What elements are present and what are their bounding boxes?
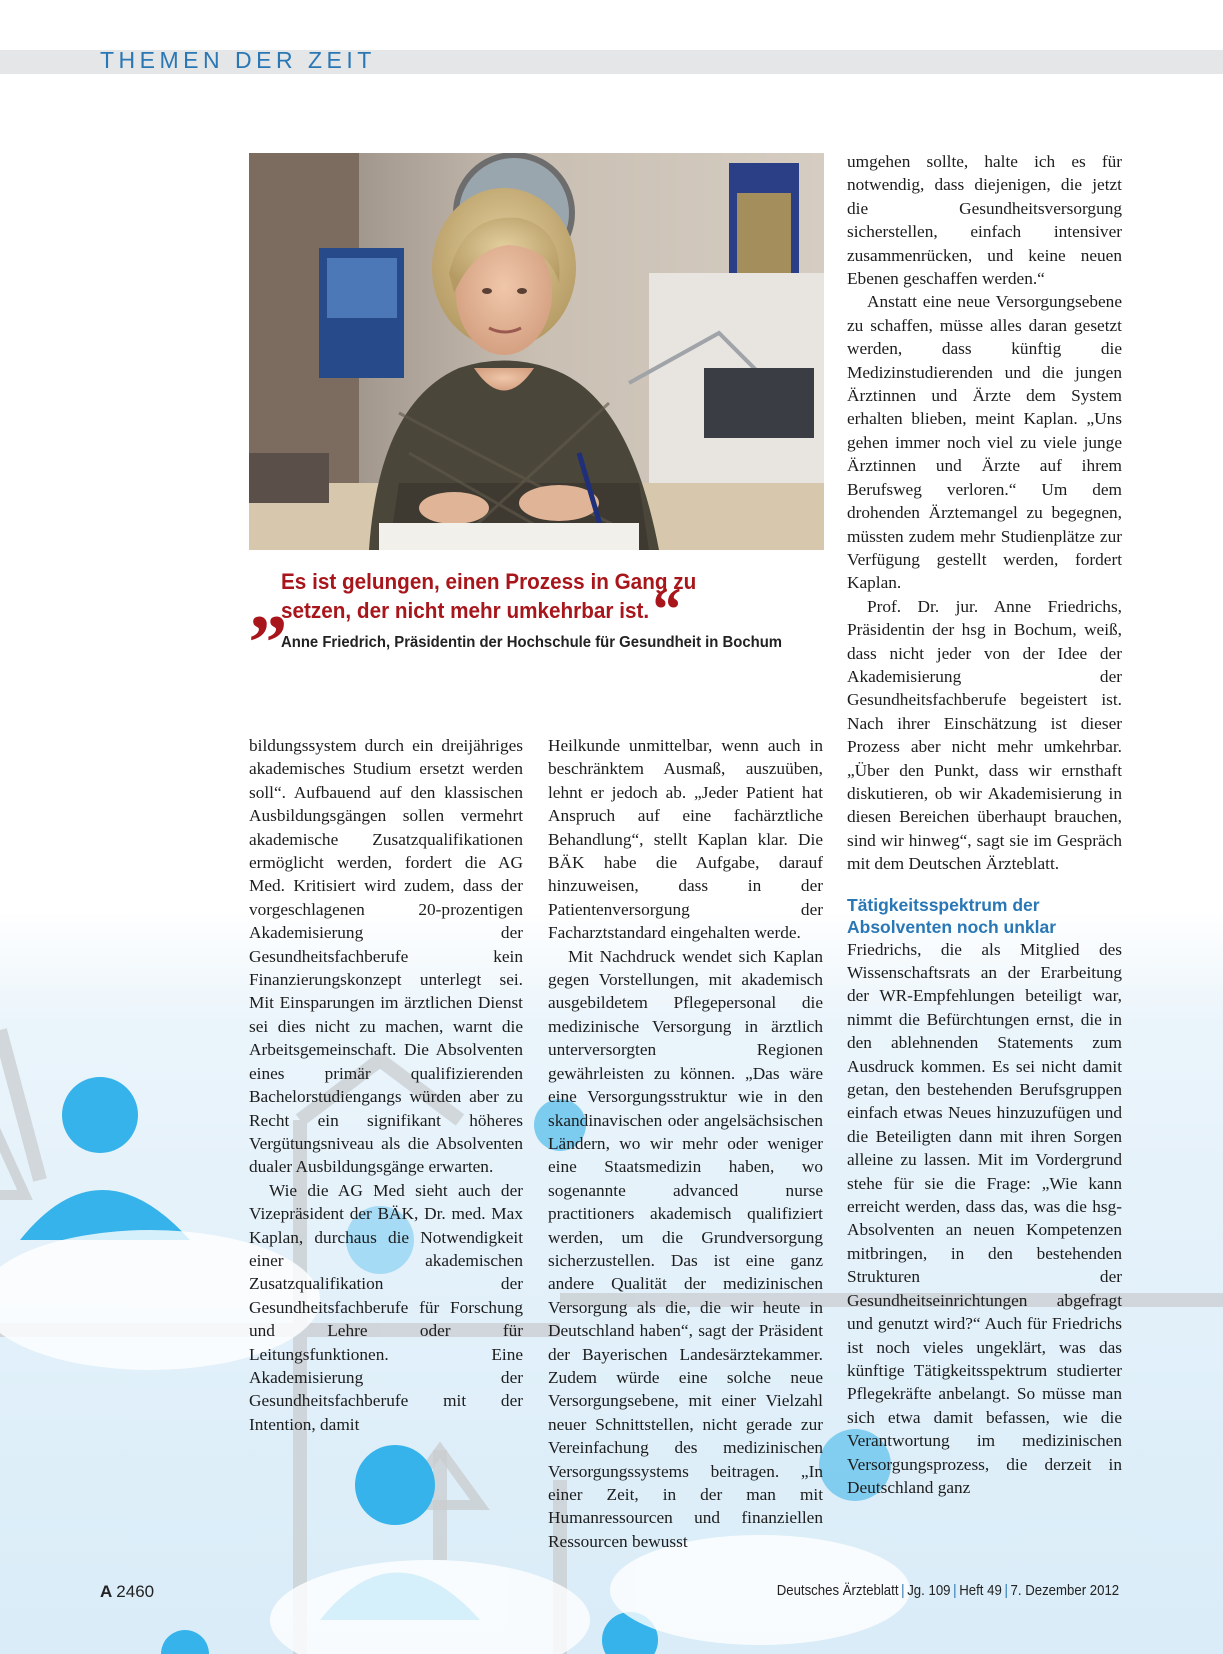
paragraph: Prof. Dr. jur. Anne Friedrichs, Präsidentin der hsg in Bochum, weiß, dass nicht jeder von der Idee der Akademisierung der Gesundheitsfachberufe begeistert ist. Nach ihrer Einschätzung ist dieser Prozess aber nicht mehr umkehrbar. „Über den Punkt, dass wir ernsthaft diskutieren, ob wir Akademisierung in diesen Bereichen überhaupt brauchen, sind wir hinweg“, sagt sie im Gespräch mit dem Deutschen Ärzteblatt. (847, 596, 1122, 874)
quote-attribution: Anne Friedrich, Präsidentin der Hochschule für Gesundheit in Bochum (281, 634, 783, 651)
page-number (100, 1582, 154, 1602)
article-column-1 (249, 734, 523, 1436)
footer-source: Deutsches Ärzteblatt | Jg. 109 | Heft 49 | 7. Dezember 2012 (776, 1582, 1119, 1599)
paragraph: Anstatt eine neue Versorgungsebene zu schaffen, müsse alles daran gesetzt werden, dass künftig die Medizinstudierenden und die jungen Ärztinnen und Ärzte dem System erhalten blieben, meint Kaplan. „Uns gehen immer noch viel zu viele junge Ärztinnen und Ärzte auf ihrem Berufsweg verloren.“ Um dem drohenden Ärztemangel zu begegnen, müssten zudem mehr Studienplätze zur Verfügung gestellt werden, fordert Kaplan. (847, 292, 1122, 593)
journal-date: 7. Dezember 2012 (1010, 1582, 1119, 1599)
article-column-3 (847, 150, 1122, 1499)
subheading: Tätigkeitsspektrum der Absolventen noch unklar (847, 894, 1057, 937)
journal-volume: Jg. 109 (907, 1582, 951, 1599)
portrait-photo (249, 153, 824, 550)
section-title: THEMEN DER ZEIT (100, 47, 376, 73)
page-prefix: A (100, 1582, 113, 1601)
pull-quote (249, 558, 829, 652)
page-number-value: 2460 (116, 1582, 155, 1601)
paragraph: umgehen sollte, halte ich es für notwendig, dass diejenigen, die jetzt die Gesundheitsversorgung sicherstellen, einfach intensiver zusammenrücken, und keine neuen Ebenen geschaffen werden.“ (847, 152, 1122, 289)
paragraph: Wie die AG Med sieht auch der Vizepräsident der BÄK, Dr. med. Max Kaplan, durchaus die Notwendigkeit einer akademischen Zusatzqualifikation der Gesundheitsfachberufe für Forschung und Lehre oder für Leitungsfunktionen. Eine Akademisierung der Gesundheitsfachberufe mit der Intention, damit (249, 1180, 523, 1434)
paragraph: Mit Nachdruck wendet sich Kaplan gegen Vorstellungen, mit akademisch ausgebildetem Pflegepersonal die medizinische Versorgung in ärztlich unterversorgten Regionen gewährleisten zu können. „Das wäre eine Versorgungsstruktur wie in den skandinavischen oder angelsächsischen Ländern, wo wir mehr oder weniger eine Staatsmedizin haben, wo sogenannte advanced nurse practitioners akademisch qualifiziert werden, um die Grundversorgung sicherzustellen. Das ist eine ganz andere Qualität der medizinischen Versorgung als die, die wir heute in Deutschland haben“, sagt der Präsident der Bayerischen Landesärztekammer. Zudem würde eine solche neue Versorgungsebene, mit einer Vielzahl neuer Schnittstellen, nicht gerade zur Vereinfachung des medizinischen Versorgungssystems beitragen. „In einer Zeit, in der man mit Humanressourcen und finanziellen Ressourcen bewusst (548, 946, 823, 1551)
journal-issue: Heft 49 (959, 1582, 1002, 1599)
journal-name: Deutsches Ärzteblatt (776, 1582, 899, 1599)
paragraph: Friedrichs, die als Mitglied des Wissenschaftsrats an der Erarbeitung der WR-Empfehlungen beteiligt war, nimmt die Befürchtungen ernst, die in den ablehnenden Statements zum Ausdruck kommen. Es sei nicht damit getan, den bestehenden Berufsgruppen einfach etwas Neues hinzuzufügen und die Beteiligten dann mit ihren Sorgen alleine zu lassen. Mit im Vordergrund stehe für sie die Frage: „Wie kann erreicht werden, dass das, was die hsg-Absolventen an neuen Kompetenzen mitbringen, in den bestehenden Strukturen der Gesundheitseinrichtungen abgefragt und genutzt wird?“ Auch für Friedrichs ist noch vieles ungeklärt, was das künftige Tätigkeitsspektrum studierter Pflegekräfte anbelangt. So müsse man sich etwa damit befassen, wie die Verantwortung im medizinischen Versorgungsprozess, die derzeit in Deutschland ganz (847, 939, 1122, 1497)
quote-text: Es ist gelungen, einen Prozess in Gang zu setzen, der nicht mehr umkehrbar ist.“ (281, 569, 697, 644)
article-column-2 (548, 734, 823, 1553)
paragraph: Heilkunde unmittelbar, wenn auch in beschränktem Ausmaß, auszuüben, lehnt er jedoch ab. „Jeder Patient hat Anspruch auf eine fachärztliche Behandlung“, stellt Kaplan klar. Die BÄK habe die Aufgabe, darauf hinzuweisen, dass in der Patientenversorgung der Facharztstandard eingehalten werde. (548, 736, 823, 943)
paragraph: bildungssystem durch ein dreijähriges akademisches Studium ersetzt werden soll“. Aufbauend auf den klassischen Ausbildungsgängen sollen vermehrt akademische Zusatzqualifikationen ermöglicht werden, fordert die AG Med. Kritisiert wird zudem, dass der vorgeschlagenen 20-prozentigen Akademisierung der Gesundheitsfachberufe kein Finanzierungskonzept unterlegt sei. Mit Einsparungen im ärztlichen Dienst sei dies nicht zu machen, warnt die Arbeitsgemeinschaft. Die Absolventen eines primär qualifizierenden Bachelorstudiengangs würden aber zu Recht ein signifikant höheres Vergütungsniveau als die Absolventen dualer Ausbildungsgänge erwarten. (249, 736, 523, 1177)
quote-open-mark: „ (249, 558, 288, 645)
